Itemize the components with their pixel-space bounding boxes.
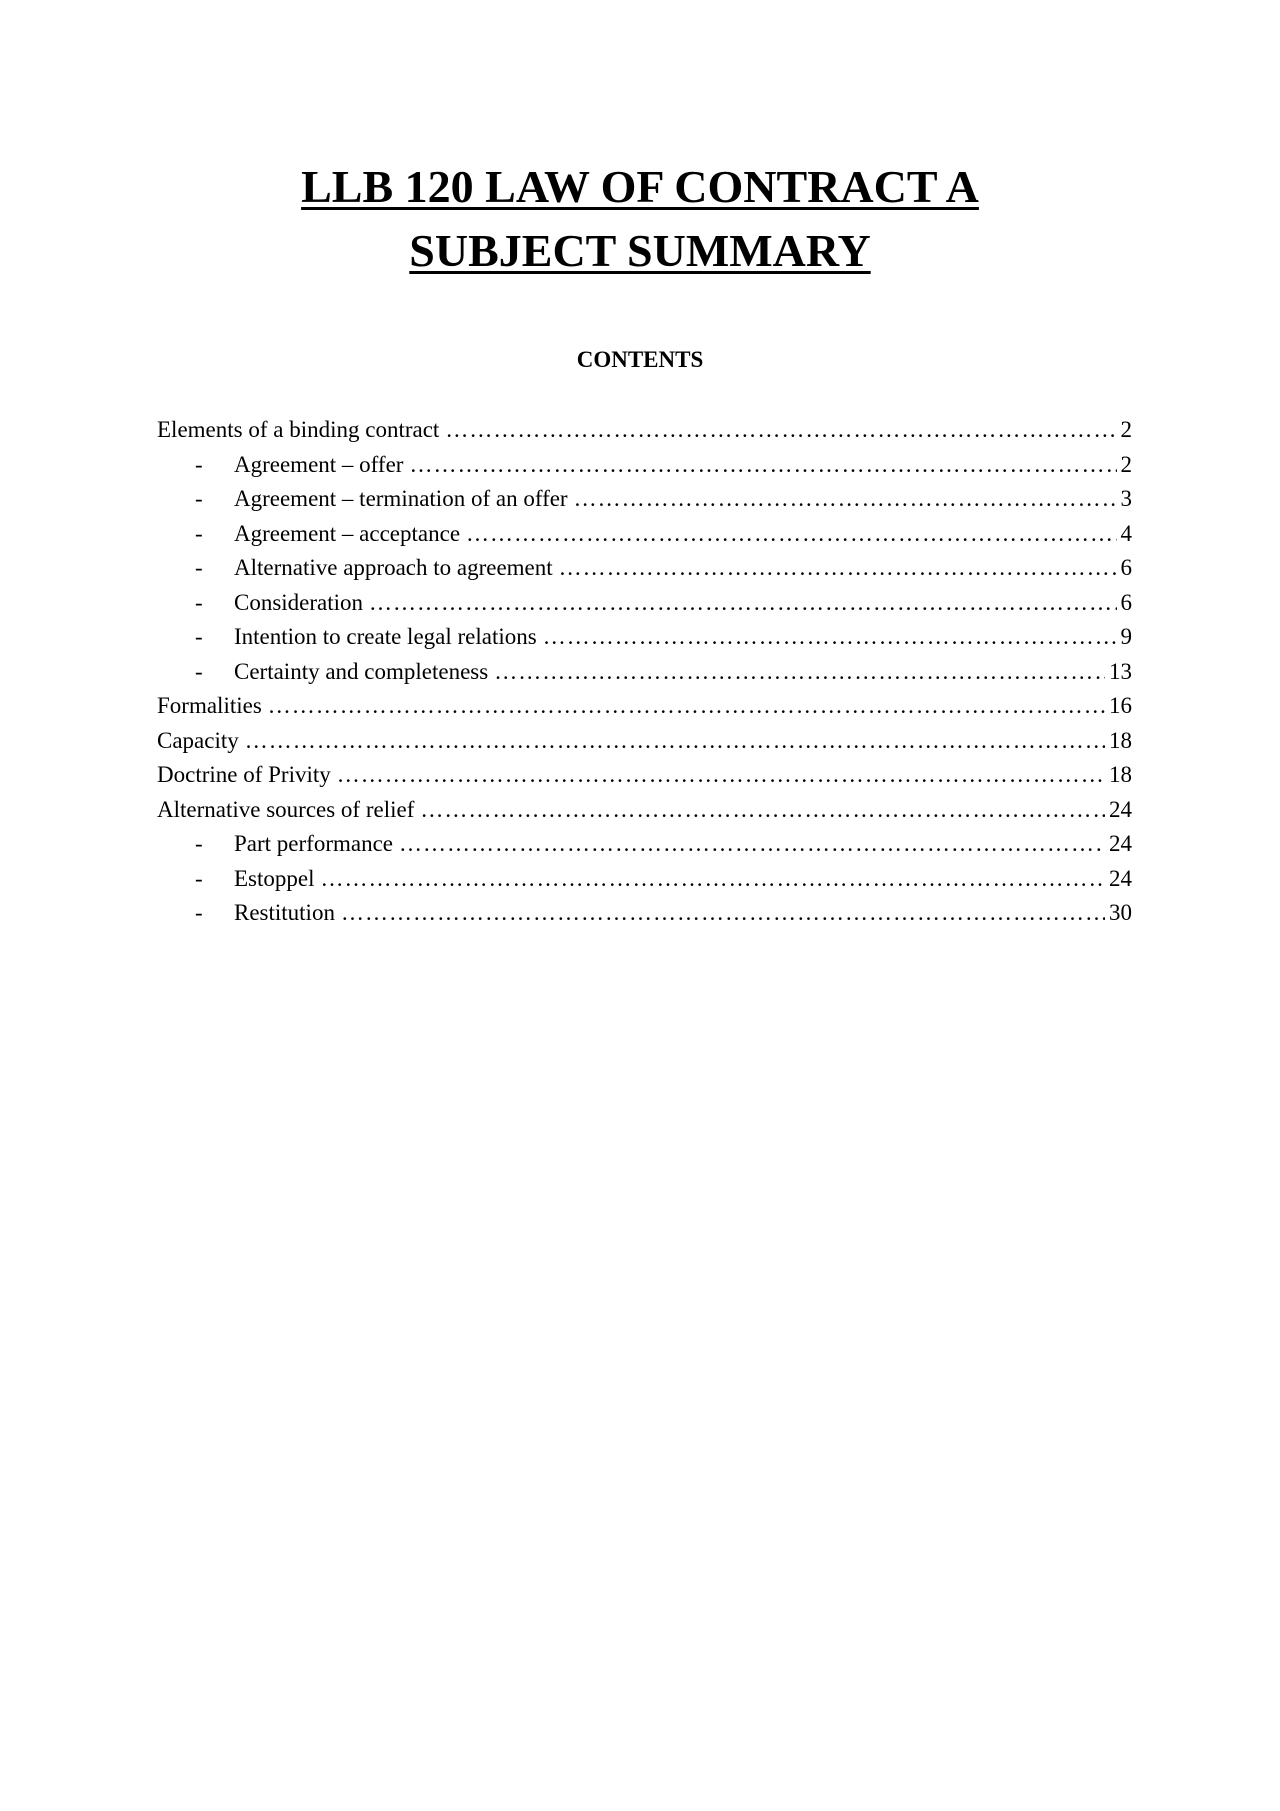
toc-entry-page-number: 24 [1109, 831, 1132, 856]
toc-entry[interactable] [157, 655, 1132, 690]
toc-entry-label: Estoppel [234, 865, 315, 891]
toc-entry[interactable] [157, 586, 1132, 621]
toc-entry[interactable] [157, 448, 1132, 483]
toc-entry-page-number: 3 [1120, 486, 1132, 511]
toc-entry-label: Alternative sources of relief [157, 796, 415, 822]
toc-dot-leader [445, 413, 1116, 448]
toc-entry-page-number: 18 [1109, 727, 1132, 753]
toc-entry-label: Part performance [234, 831, 394, 856]
toc-entry[interactable] [157, 827, 1132, 862]
toc-dot-leader [559, 551, 1117, 586]
toc-entry-page-number: 2 [1120, 451, 1132, 477]
toc-entry-page-number: 30 [1109, 900, 1132, 925]
toc-entry-page-number: 6 [1120, 589, 1132, 615]
toc-entry-page-number: 24 [1109, 796, 1132, 822]
toc-entry-page-number: 16 [1109, 693, 1132, 718]
toc-entry-page-number: 13 [1109, 658, 1132, 684]
toc-entry-label: Consideration [234, 589, 364, 615]
toc-dot-leader [409, 448, 1116, 483]
toc-dot-leader [245, 724, 1105, 759]
toc-bullet-dash: - [195, 520, 203, 546]
toc-bullet-dash: - [195, 865, 203, 891]
toc-entry[interactable] [157, 517, 1132, 552]
toc-entry[interactable] [157, 724, 1132, 759]
toc-dot-leader [420, 793, 1105, 828]
toc-dot-leader [399, 827, 1105, 862]
toc-entry-label: Restitution [234, 900, 335, 925]
toc-entry[interactable] [157, 689, 1132, 724]
toc-dot-leader [543, 620, 1117, 655]
toc-entry-label: Formalities [157, 693, 262, 718]
table-of-contents [157, 413, 1132, 931]
toc-entry-page-number: 9 [1120, 624, 1132, 649]
toc-bullet-dash: - [195, 831, 203, 856]
toc-dot-leader [341, 896, 1105, 931]
toc-entry-label: Certainty and completeness [234, 658, 489, 684]
toc-entry[interactable] [157, 793, 1132, 828]
toc-entry-page-number: 18 [1109, 762, 1132, 787]
document-title-line-1-text: LLB 120 LAW OF CONTRACT A [301, 161, 979, 212]
toc-bullet-dash: - [195, 658, 203, 684]
toc-entry[interactable] [157, 862, 1132, 897]
toc-dot-leader [369, 586, 1116, 621]
toc-entry[interactable] [157, 551, 1132, 586]
toc-entry-label: Agreement – offer [234, 451, 404, 477]
toc-dot-leader [574, 482, 1117, 517]
toc-entry-label: Intention to create legal relations [234, 624, 537, 649]
toc-entry-page-number: 4 [1120, 520, 1132, 546]
toc-entry-label: Agreement – acceptance [234, 520, 461, 546]
toc-bullet-dash: - [195, 486, 203, 511]
toc-dot-leader [337, 758, 1105, 793]
toc-dot-leader [321, 862, 1106, 897]
toc-entry-page-number: 6 [1120, 555, 1132, 580]
toc-dot-leader [494, 655, 1105, 690]
toc-entry[interactable] [157, 482, 1132, 517]
toc-bullet-dash: - [195, 451, 203, 477]
toc-dot-leader [268, 689, 1105, 724]
document-title-line-1 [0, 158, 1280, 216]
toc-bullet-dash: - [195, 589, 203, 615]
toc-entry[interactable] [157, 413, 1132, 448]
toc-entry-label: Elements of a binding contract [157, 417, 440, 442]
document-title-line-2 [0, 222, 1280, 280]
contents-heading: CONTENTS [576, 347, 704, 372]
toc-entry-label: Alternative approach to agreement [234, 555, 553, 580]
toc-entry-page-number: 24 [1109, 865, 1132, 891]
toc-entry-page-number: 2 [1120, 417, 1132, 442]
toc-entry[interactable] [157, 896, 1132, 931]
toc-bullet-dash: - [195, 624, 203, 649]
toc-bullet-dash: - [195, 900, 203, 925]
toc-entry-label: Capacity [157, 727, 239, 753]
document-title-line-2-text: SUBJECT SUMMARY [409, 225, 871, 276]
toc-entry-label: Doctrine of Privity [157, 762, 331, 787]
toc-dot-leader [466, 517, 1116, 552]
toc-entry-label: Agreement – termination of an offer [234, 486, 568, 511]
toc-entry[interactable] [157, 758, 1132, 793]
toc-entry[interactable] [157, 620, 1132, 655]
toc-bullet-dash: - [195, 555, 203, 580]
